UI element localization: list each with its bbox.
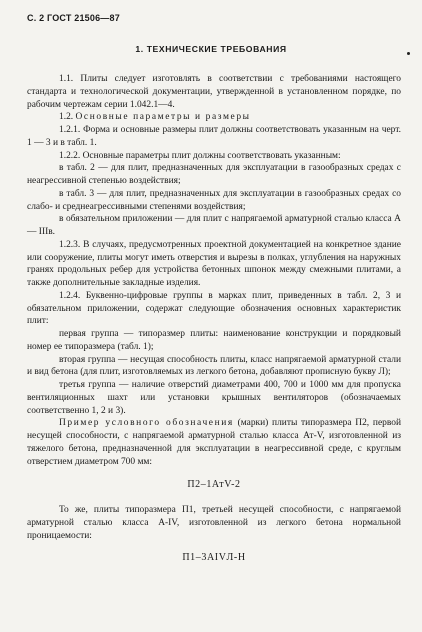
paragraph-example-2: То же, плиты типоразмера П1, третьей несущей способности, с напрягаемой арматурной сталью класса А-IV, изготовленной из легкого бетона нормальной проницаемости: <box>27 505 401 541</box>
designation-formula-2: П1–3АIVЛ-Н <box>182 552 246 564</box>
example-lead: Пример условного обозначения <box>59 418 234 429</box>
paragraph-table-3: в табл. 3 — для плит, предназначенных для эксплуатации в газообразных средах со слабо- и среднеагрессивными степенями воздействия; <box>27 188 401 212</box>
paragraph-group-3: третья группа — наличие отверстий диаметрами 400, 700 и 1000 мм для пропуска вентиляционных шахт или установки крышных вентиляторов (обозначаемых соответственно 1, 2 и 3). <box>27 380 401 416</box>
paragraph-1-2-4: 1.2.4. Буквенно-цифровые группы в марках плит, приведенных в табл. 2, 3 и обязательном приложении, содержат следующие обозначения основных характеристик плит: <box>27 290 401 327</box>
paragraph-1-2-number: 1.2. <box>59 112 74 123</box>
paragraph-1-2-1: 1.2.1. Форма и основные размеры плит должны соответствовать указанным на черт. 1 — 3 и в табл. 1. <box>27 125 401 148</box>
paragraph-appendix: в обязательном приложении — для плит с напрягаемой арматурной сталью класса А — IIIв. <box>27 214 401 237</box>
paragraph-group-1: первая группа — типоразмер плиты: наименование конструкции и порядковый номер ее типоразмера (табл. 1); <box>27 329 401 352</box>
designation-formula-1: П2–1АтV-2 <box>187 479 241 491</box>
example-text: (марки) плиты типоразмера П2, первой несущей способности, с напрягаемой арматурной сталью класса Ат-V, изготовленной из тяжелого бетона, предназначенной для эксплуатации в неагрессивной среде, с круглым отверстием диаметром 700 мм: <box>27 418 402 467</box>
paragraph-1-2-2: 1.2.2. Основные параметры плит должны соответствовать указанным: <box>59 150 341 161</box>
paragraph-group-2: вторая группа — несущая способность плиты, класс напрягаемой арматурной стали и вид бетона (для плит, изготовляемых из легкого бетона, добавляют прописную букву Л); <box>27 354 401 378</box>
section-title: 1. ТЕХНИЧЕСКИЕ ТРЕБОВАНИЯ <box>135 44 287 54</box>
paragraph-example <box>27 417 401 468</box>
paragraph-1-2-heading: Основные параметры и размеры <box>75 112 251 123</box>
paragraph-1-2-3: 1.2.3. В случаях, предусмотренных проектной документацией на конкретное здание или сооружение, плиты могут иметь отверстия и вырезы в полках, углубления на наружных гранях продольных ребер для устройства бетонных шпонок между смежными плитами, а также дополнительные закладные изделия. <box>27 239 401 288</box>
margin-mark <box>407 52 410 55</box>
paragraph-1-1: 1.1. Плиты следует изготовлять в соответствии с требованиями настоящего стандарта и технологической документации, утвержденной в установленном порядке, по рабочим чертежам серии 1.042.1—4. <box>27 74 401 110</box>
paragraph-table-2: в табл. 2 — для плит, предназначенных для эксплуатации в газообразных средах с неагрессивной степенью воздействия; <box>27 163 401 186</box>
paragraph-1-2 <box>27 111 401 124</box>
page-header: С. 2 ГОСТ 21506—87 <box>27 13 120 23</box>
document-body <box>27 73 401 565</box>
